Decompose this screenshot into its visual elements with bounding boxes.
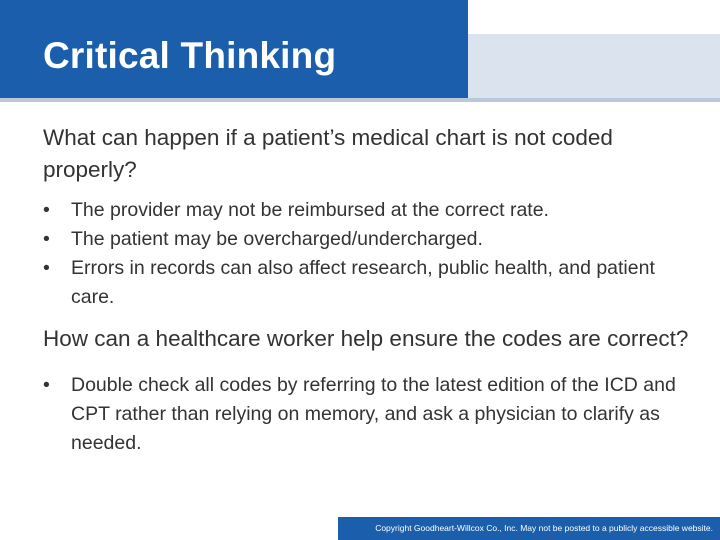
bullet-dot: • <box>43 374 50 396</box>
title-underline <box>0 98 720 102</box>
copyright-notice: Copyright Goodheart-Willcox Co., Inc. May not be posted to a publicly accessible website. <box>375 523 713 533</box>
question-2: How can a healthcare worker help ensure the codes are correct? <box>43 326 689 351</box>
slide-title: Critical Thinking <box>43 35 337 76</box>
bullet-item <box>43 254 693 312</box>
bullet-item <box>43 371 693 458</box>
bullet-text: Double check all codes by referring to the latest edition of the ICD and CPT rather than relying on memory, and ask a physician to clarify as needed. <box>71 374 676 454</box>
title-accent-block <box>468 0 720 98</box>
bullet-item <box>43 196 693 225</box>
bullet-list-1 <box>43 196 693 312</box>
bullet-dot: • <box>43 228 50 250</box>
bullet-item <box>43 225 693 254</box>
slide-content <box>43 122 693 458</box>
bullet-dot: • <box>43 199 50 221</box>
bullet-list-2 <box>43 371 693 458</box>
question-1: What can happen if a patient’s medical chart is not coded properly? <box>43 125 613 182</box>
footer-bar <box>338 517 720 540</box>
bullet-text: Errors in records can also affect research, public health, and patient care. <box>71 257 655 308</box>
bullet-dot: • <box>43 257 50 279</box>
bullet-text: The patient may be overcharged/undercharged. <box>71 228 483 250</box>
bullet-text: The provider may not be reimbursed at the correct rate. <box>71 199 549 221</box>
